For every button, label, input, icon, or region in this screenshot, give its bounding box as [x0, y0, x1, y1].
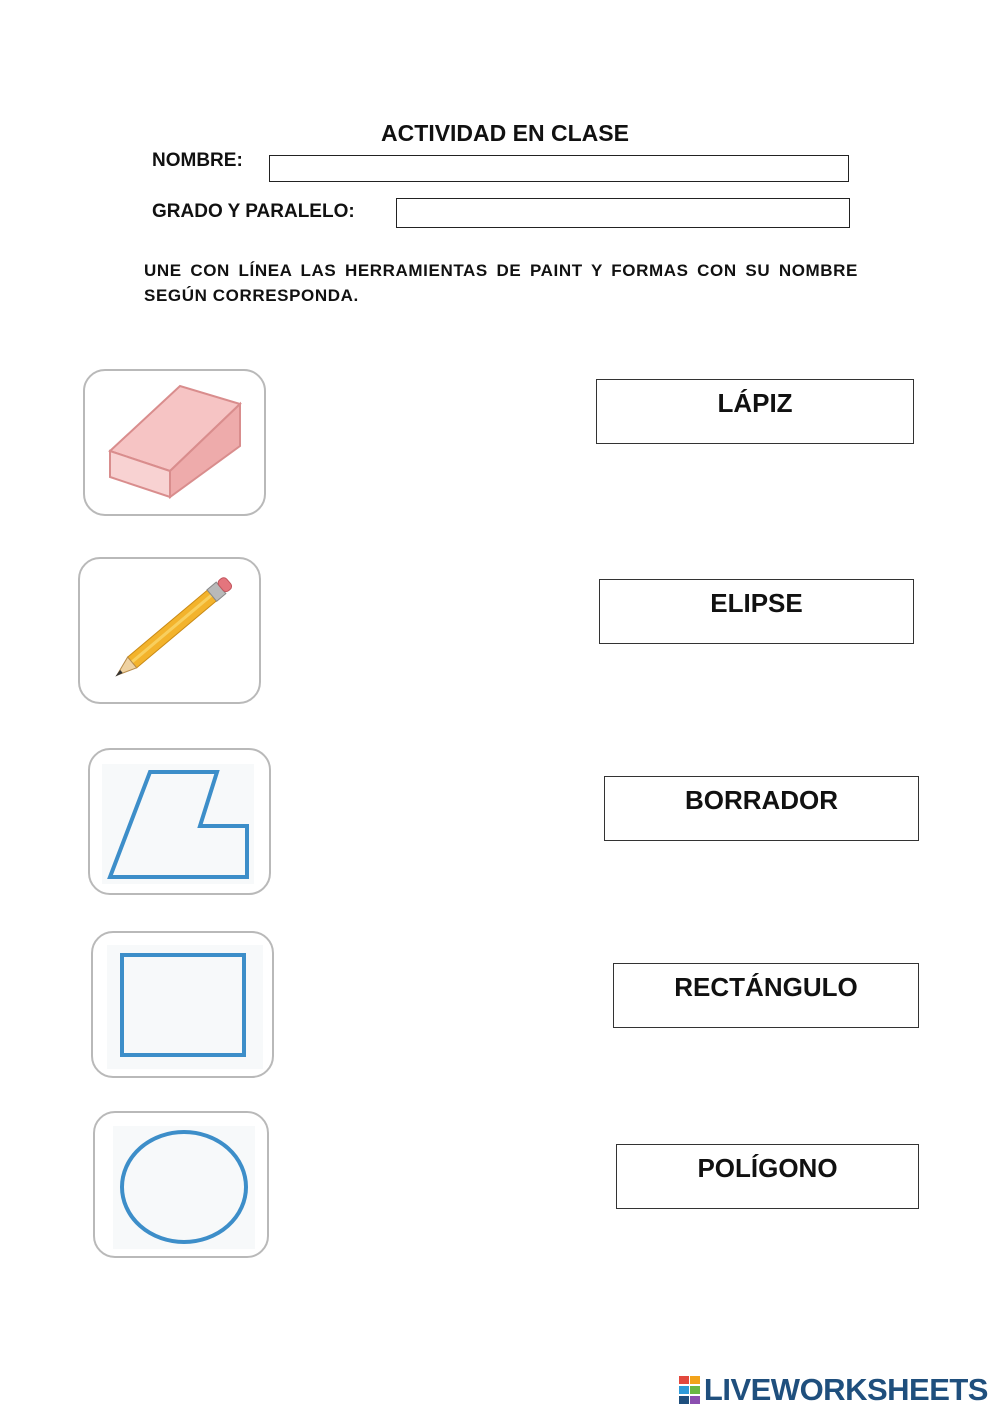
name-label: NOMBRE: — [152, 150, 243, 171]
name-input[interactable] — [269, 155, 849, 182]
eraser-card[interactable] — [83, 369, 266, 516]
pencil-card[interactable] — [78, 557, 261, 704]
eraser-icon — [85, 371, 266, 516]
grade-input[interactable] — [396, 198, 850, 228]
name-box-rectangulo[interactable]: RECTÁNGULO — [613, 963, 919, 1028]
name-box-elipse[interactable]: ELIPSE — [599, 579, 914, 644]
polygon-card[interactable] — [88, 748, 271, 895]
name-box-borrador[interactable]: BORRADOR — [604, 776, 919, 841]
instructions: UNE CON LÍNEA LAS HERRAMIENTAS DE PAINT Y FORMAS CON SU NOMBRE SEGÚN CORRESPONDA. — [144, 261, 858, 305]
rectangle-icon — [93, 933, 274, 1078]
grade-label: GRADO Y PARALELO: — [152, 201, 355, 222]
liveworksheets-mark-icon — [679, 1376, 701, 1404]
rectangle-card[interactable] — [91, 931, 274, 1078]
liveworksheets-logo — [679, 1372, 988, 1408]
name-box-lapiz[interactable]: LÁPIZ — [596, 379, 914, 444]
ellipse-icon — [95, 1113, 269, 1258]
name-box-poligono[interactable]: POLÍGONO — [616, 1144, 919, 1209]
pencil-icon — [80, 559, 261, 704]
polygon-icon — [90, 750, 271, 895]
liveworksheets-brand: LIVEWORKSHEETS — [703, 1372, 988, 1407]
ellipse-card[interactable] — [93, 1111, 269, 1258]
page-title: ACTIVIDAD EN CLASE — [381, 120, 629, 146]
